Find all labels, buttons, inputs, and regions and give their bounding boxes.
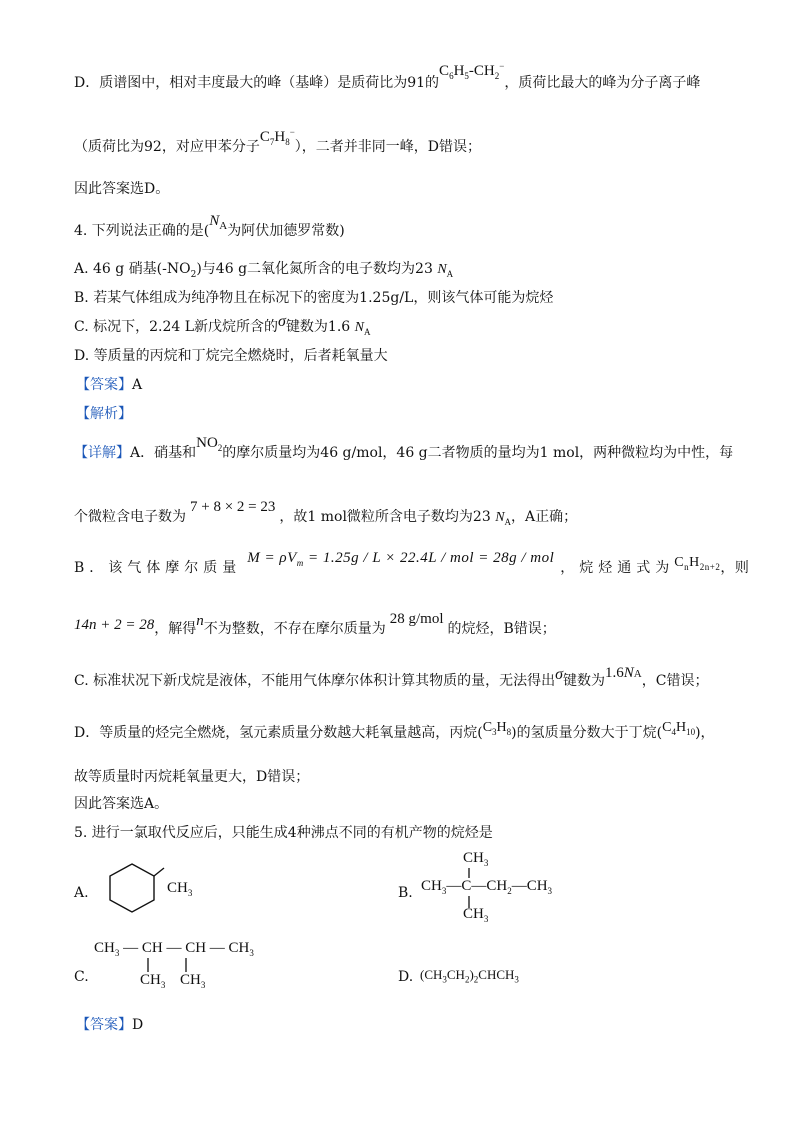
- detail-line-1: 【详解】A．硝基和$NO_2$的摩尔质量均为46 g/mol，46 g二者物质的量均为1 mol，两种微粒均为中性，每: [74, 435, 734, 461]
- option-4c: C. 标况下，2.24 L新戊烷所含的σ键数为1.6 $N_A$: [74, 313, 371, 337]
- detail-line-8: 因此答案选A。: [74, 796, 169, 812]
- detail-line-2: 个微粒含电子数为7 + 8 × 2 = 23，故1 mol微粒所含电子数均为23 $N_A$，A正确；: [74, 499, 578, 527]
- option-5c-main-chain: $CH_3$ — CH — CH — $CH_3$: [94, 940, 254, 958]
- text-line: （质荷比为92，对应甲苯分子$C_7H_8^-$），二者并非同一峰，D错误；: [74, 127, 481, 155]
- formula-no2: $NO_2$: [196, 435, 223, 453]
- option-5c-branch-1: $CH_3$: [140, 972, 166, 990]
- option-5a-label: A.: [74, 885, 89, 901]
- question-5: 5. 进行一氯取代反应后，只能生成4种沸点不同的有机产物的烷烃是: [74, 825, 493, 841]
- option-4b: B. 若某气体组成为纯净物且在标况下的密度为1.25g/L，则该气体可能为烷烃: [74, 290, 554, 306]
- option-5b-bonds: [460, 866, 480, 910]
- detail-line-7: 故等质量时丙烷耗氧量更大，D错误；: [74, 769, 310, 785]
- detail-line-4: 14n + 2 = 28，解得n不为整数，不存在摩尔质量为28 g/mol的烷烃，B错误；: [74, 611, 556, 637]
- option-5c-label: C.: [74, 969, 89, 985]
- question-4: 4. 下列说法正确的是($N^A$为阿伏加德罗常数): [74, 213, 345, 239]
- formula-c7h8: $C_7H_8^-$: [259, 127, 295, 147]
- answer-5: 【答案】D: [76, 1017, 144, 1033]
- option-4a: A. 46 g 硝基$(-NO_2)$与46 g二氧化氮所含的电子数均为23 $N_A$: [74, 261, 454, 280]
- text-line: D．质谱图中，相对丰度最大的峰（基峰）是质荷比为91的$C_6H_5-CH_2^-$，质荷比最大的峰为分子离子峰: [74, 61, 701, 91]
- option-5c-branch-2: $CH_3$: [180, 972, 206, 990]
- formula-c6h5ch2: $C_6H_5-CH_2^-$: [439, 61, 505, 81]
- detail-line-3: B．该气体摩尔质量$M = \rho V_m = 1.25g / L \times 22.4L$ / mol = 28g / mol，烷烃通式为$C_nH_{2n+2}$，则: [74, 550, 750, 576]
- option-5b-label: B.: [398, 885, 413, 901]
- option-5b-bottom-ch3: $CH_3$: [463, 906, 489, 924]
- analysis-heading: 【解析】: [76, 406, 132, 422]
- detail-line-6: D．等质量的烃完全燃烧，氢元素质量分数越大耗氧量越高，丙烷$(C_3H_8)$的氢质量分数大于丁烷$(C_4H_{10})$，: [74, 720, 715, 741]
- option-5d-formula: $(CH_3CH_2)_2CHCH_3$: [420, 967, 519, 985]
- option-5a-ch3: $CH_3$: [167, 880, 193, 898]
- option-5b-top-ch3: $CH_3$: [463, 850, 489, 868]
- option-5d-label: D.: [398, 969, 414, 985]
- detail-line-5: C. 标准状况下新戊烷是液体，不能用气体摩尔体积计算其物质的量，无法得出σ键数为1.6NA，C错误；: [74, 665, 709, 689]
- text-line: 因此答案选D。: [74, 181, 170, 197]
- option-5b-main-chain: $CH_3—C—CH_2—CH_3$: [421, 878, 553, 896]
- option-4d: D. 等质量的丙烷和丁烷完全燃烧时，后者耗氧量大: [74, 348, 388, 364]
- answer-4: 【答案】A: [76, 377, 143, 393]
